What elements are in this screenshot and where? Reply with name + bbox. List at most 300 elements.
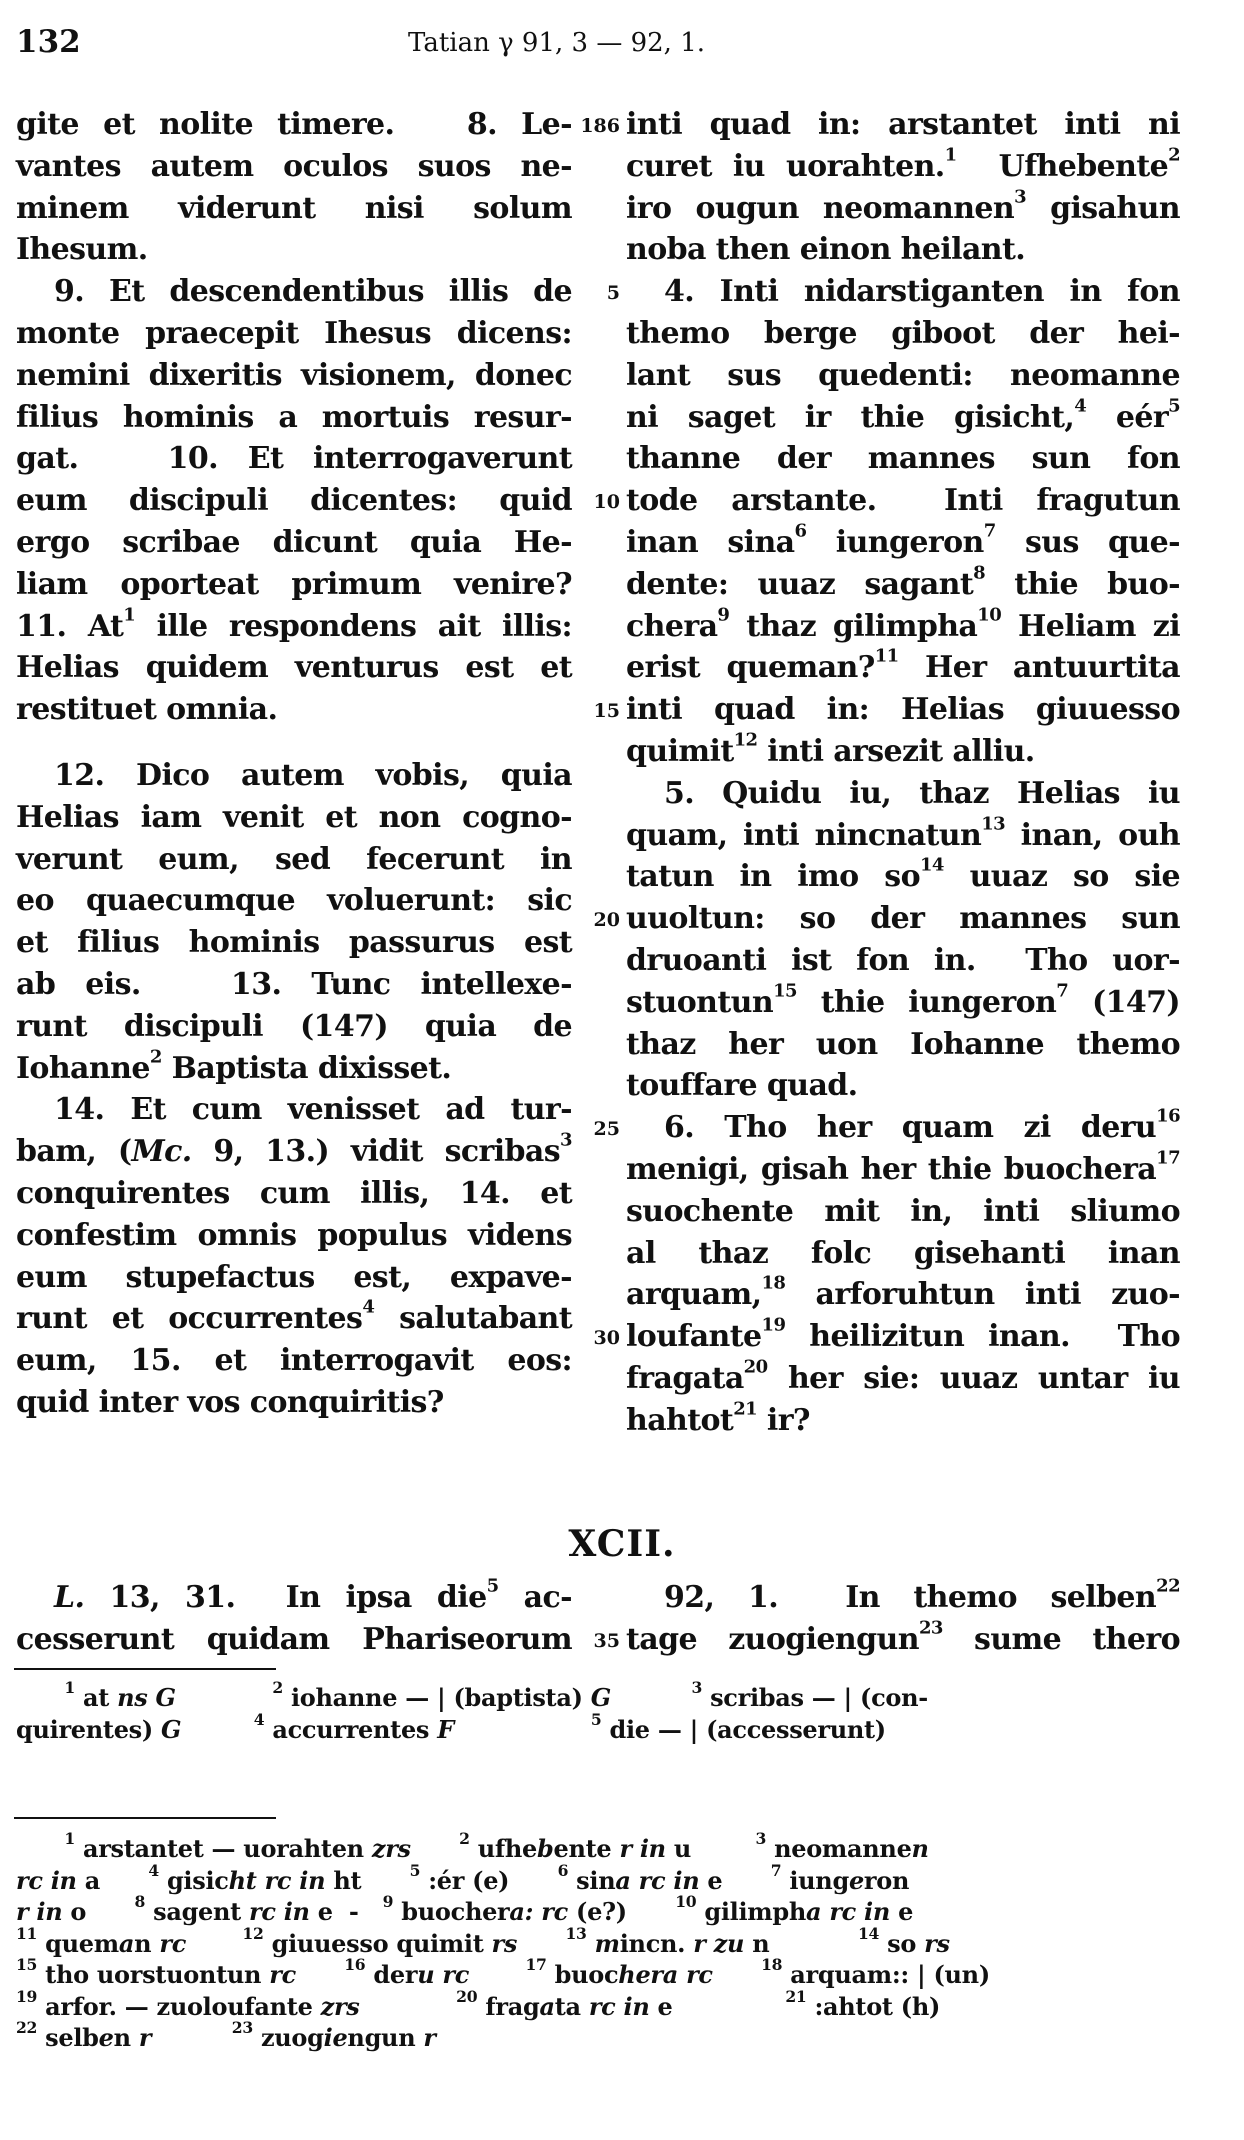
footnote-marker: 20 [743,1356,768,1378]
footnote-marker: 2 [459,1828,470,1848]
text-run: tho uorstuontun [37,1960,270,1989]
footnote-marker: 7 [1056,980,1069,1002]
italic-text: rs [491,1928,518,1958]
text-line [626,480,1180,522]
italic-text: a [118,1928,135,1958]
text-line [16,1954,1184,1991]
footnote-marker: 20 [456,1986,478,2006]
paragraph-gap [16,731,572,755]
text-line [626,1024,1180,1066]
text-run: ente [553,1834,620,1863]
text-run: gisic [158,1865,229,1895]
footnote-marker: 3 [691,1677,703,1697]
text-line [16,922,572,964]
footnote-marker: 17 [525,1954,547,1974]
text-run: ufhe [469,1834,538,1863]
text-line [626,1619,1180,1661]
text-run: filius hominis a mortuis resur- [16,399,572,435]
footnote-marker: 2 [272,1677,283,1697]
footnote-marker: 4 [253,1709,265,1729]
text-run: selb [37,2023,99,2052]
text-run [360,1992,457,2021]
text-run: themo berge giboot der hei- [626,315,1180,351]
footnote-marker: 15 [773,980,797,1002]
text-line [626,982,1180,1024]
italic-text: rc in [588,1991,650,2021]
text-line [626,1191,1180,1233]
text-run: lant sus quedenti: neomanne [626,357,1180,393]
text-run: e - [309,1897,383,1926]
text-line [16,1382,572,1424]
text-line [626,1107,1180,1149]
italic-text: zrs [320,1991,360,2021]
text-line [626,229,1180,271]
text-run: n [744,1928,858,1958]
text-run: curet iu uorahten. [626,148,945,184]
footnote-marker: 23 [231,2017,253,2037]
footnote-marker: 6 [794,520,807,542]
text-run: 92, 1. In themo selben [664,1580,1157,1615]
text-run: arforuhtun inti zuo- [785,1277,1180,1313]
text-line [626,522,1180,564]
footnote-marker: 10 [977,604,1002,626]
text-run: cesserunt quidam Phariseorum [16,1621,572,1657]
footnote-marker: 16 [344,1954,366,1974]
text-run: inti arsezit alliu. [757,733,1035,769]
text-run: iohanne — | (baptista) [282,1683,591,1712]
text-run: o [62,1897,135,1926]
text-line [626,355,1180,397]
text-run: stuontun [626,984,774,1020]
text-run: verunt eum, sed fecerunt in [16,841,572,877]
text-run: thanne der mannes sun fon [626,441,1180,477]
latin-text-column [16,104,572,1424]
italic-text: zrs [371,1834,411,1863]
text-run [411,1834,459,1863]
text-run: Helias quidem venturus est et [16,650,572,686]
text-run: al thaz folc gisehanti inan [626,1235,1180,1271]
text-run: tage zuogiengun [626,1621,919,1657]
text-line [626,104,1180,146]
text-line [626,1233,1180,1275]
footnote-marker: 1 [64,1677,75,1697]
text-run: gat. 10. Et interrogaverunt [16,441,572,477]
text-run: hahtot [626,1402,734,1438]
italic-text: F [437,1714,454,1744]
text-run: minem viderunt nisi solum [16,190,572,226]
text-run: dente: uuaz sagant [626,566,974,602]
text-run: inan sina [626,524,795,560]
footnote-marker: 5 [1168,395,1180,417]
text-line [16,1340,572,1382]
text-run [181,1715,254,1744]
text-line [626,271,1180,313]
text-run: 9, 13.) vidit scribas [191,1134,561,1170]
text-run: sagent [145,1897,250,1926]
text-run: e [699,1865,771,1895]
text-line [626,647,1180,689]
footnote-marker: 3 [755,1828,767,1848]
text-run: quirentes) [16,1714,161,1744]
text-run: sin [568,1865,616,1895]
text-run: tode arstante. Inti fragutun [626,483,1180,519]
text-run: thie iungeron [796,984,1057,1020]
text-run: sume thero [942,1621,1180,1657]
ohg-apparatus-footnotes [16,1828,1184,2054]
text-line [626,1577,1180,1619]
footnote-marker: 6 [557,1860,569,1880]
text-line [16,755,572,797]
text-run [296,1960,344,1989]
italic-text: ie [323,2023,348,2052]
text-line [626,815,1180,857]
text-run: der [365,1960,418,1989]
chapter-latin-text [16,1577,572,1661]
text-run: eo quaecumque voluerunt: sic [16,883,572,919]
text-run: her sie: uuaz untar iu [767,1360,1180,1396]
text-line [626,606,1180,648]
footnote-separator-rule [14,1817,276,1819]
text-run: fragata [626,1360,744,1396]
text-run: accurrentes [264,1714,438,1744]
text-run: eér [1086,399,1169,435]
italic-text: r in [619,1834,666,1863]
text-run: eum stupefactus est, expave- [16,1259,572,1295]
text-run: runt discipuli (147) quia de [16,1008,572,1044]
footnote-marker: 4 [1074,395,1087,417]
text-run: thie buo- [985,566,1180,602]
text-run: inti quad in: arstantet inti ni [626,107,1180,142]
text-run: Her antuurtita [898,650,1180,686]
text-run: neomanne [766,1834,912,1863]
text-run: ta [554,1991,589,2021]
text-line [16,1577,572,1619]
italic-text: n [911,1834,929,1863]
text-run: Baptista dixisset. [161,1050,452,1086]
text-run [611,1683,692,1712]
text-line [16,839,572,881]
text-run: nemini dixeritis visionem, donec [16,357,572,393]
footnote-marker: 1 [944,144,957,166]
italic-text: a rc in [615,1865,700,1895]
text-run: incn. [619,1928,694,1958]
text-run: arfor. — zuoloufante [37,1991,321,2021]
text-run: ron [863,1865,910,1895]
text-run: quem [37,1928,119,1958]
footnote-marker: 7 [770,1860,782,1880]
text-run: iungeron [806,524,984,560]
text-run: uuaz so sie [943,859,1180,895]
text-line [16,1986,1184,2023]
text-run: eum discipuli dicentes: quid [16,483,572,519]
text-run: vantes autem oculos suos ne- [16,148,572,184]
text-run: confestim omnis populus videns [16,1217,572,1253]
text-run: 11. At [16,608,124,644]
text-line [16,606,572,648]
footnote-marker: 14 [858,1923,880,1943]
text-line [626,1316,1180,1358]
text-run: (e?) [567,1897,676,1926]
italic-text: r [423,2023,436,2052]
text-line [16,1215,572,1257]
line-number: 20 [593,909,620,932]
text-run: u [665,1834,756,1863]
text-run: ergo scribae dicunt quia He- [16,524,572,560]
text-run: uuoltun: so der mannes sun [626,901,1180,937]
text-run: Ufhebente [956,148,1169,184]
text-run: 6. Tho her quam zi deru [664,1110,1157,1146]
text-run: giuuesso quimit [263,1928,492,1958]
footnote-marker: 5 [486,1575,499,1597]
text-run: quimit [626,733,734,769]
text-run: suochente mit in, inti sliumo [626,1193,1180,1229]
text-run: 4. Inti nidarstiganten in fon [664,274,1180,310]
text-run: touffare quad. [626,1068,858,1104]
text-line [16,1173,572,1215]
footnote-marker: 23 [918,1617,943,1639]
text-line [626,731,1180,773]
line-number: 15 [593,700,620,723]
text-run: druoanti ist fon in. Tho uor- [626,942,1180,978]
footnote-marker: 14 [920,855,944,877]
text-run: gilimph [696,1897,807,1926]
text-line [626,1400,1180,1442]
text-run: ni saget ir thie gisicht, [626,399,1075,435]
text-run [713,1960,761,1989]
text-line [626,773,1180,815]
text-line [626,940,1180,982]
text-line [16,1006,572,1048]
footnote-marker: 3 [560,1129,572,1151]
text-run [517,1929,565,1958]
italic-text: ns G [117,1683,176,1712]
italic-text: rc in [16,1865,77,1895]
text-run: ac- [498,1580,572,1615]
text-run [587,1929,595,1958]
italic-text: r in [16,1897,63,1926]
text-run: chera [626,608,718,644]
text-line [16,1619,572,1661]
italic-text: rc [541,1897,568,1926]
text-run: Heliam zi [1001,608,1180,644]
footnote-marker: 15 [16,1954,38,1974]
text-line [16,480,572,522]
latin-apparatus-footnotes [16,1677,1184,1745]
line-number: 35 [593,1629,620,1652]
text-run: 9. Et descendentibus illis de [54,274,572,310]
text-run: e [890,1897,914,1926]
text-line [16,146,572,188]
footnote-marker: 19 [761,1314,786,1336]
footnote-marker: 2 [149,1046,162,1068]
text-run: (147) [1068,984,1181,1020]
text-line [626,146,1180,188]
text-line [626,898,1180,940]
footnote-marker: 1 [64,1828,75,1848]
text-line [16,522,572,564]
footnote-marker: 21 [785,1986,807,2006]
text-run: gisahun [1026,190,1181,226]
footnote-marker: 5 [409,1860,421,1880]
footnote-marker: 13 [981,813,1006,835]
italic-text: rc in [249,1897,310,1926]
text-line [626,1149,1180,1191]
text-line [16,229,572,271]
text-line [16,1257,572,1299]
text-run: a [76,1865,149,1895]
text-line [626,564,1180,606]
italic-text: a: [509,1897,534,1926]
text-line [626,313,1180,355]
footnote-marker: 9 [717,604,730,626]
text-run: thaz gilimpha [729,608,978,644]
text-run: n [113,2023,139,2052]
text-line [626,438,1180,480]
text-run [151,2023,232,2052]
text-run: 5. Quidu iu, thaz Helias iu [664,775,1180,811]
footnote-marker: 22 [16,2017,38,2037]
text-line [16,689,572,731]
text-run [454,1715,591,1744]
text-line [16,1089,572,1131]
text-line [16,355,572,397]
chapter-ohg-text [626,1577,1180,1661]
footnote-marker: 12 [733,729,758,751]
text-line [16,271,572,313]
text-line [626,689,1180,731]
text-run: :ahtot (h) [806,1991,941,2021]
text-run: thaz her uon Iohanne themo [626,1026,1180,1062]
text-line [16,964,572,1006]
text-run [469,1960,525,1989]
text-line [16,438,572,480]
text-run: erist queman? [626,650,875,686]
italic-text: e [98,2023,114,2052]
footnote-marker: 17 [1156,1147,1180,1169]
text-run: ngun [347,2023,424,2052]
italic-text: e [848,1865,864,1895]
text-run [16,1834,64,1863]
text-run: ab eis. 13. Tunc intellexe- [16,966,572,1002]
footnote-marker: 18 [761,1273,786,1295]
text-line [626,1274,1180,1316]
text-run: conquirentes cum illis, 14. et [16,1175,572,1211]
footnote-marker: 1 [123,604,136,626]
text-run: Ihesum. [16,232,148,268]
footnote-marker: 3 [1014,186,1027,208]
text-line [626,1358,1180,1400]
footnote-marker: 16 [1156,1105,1180,1127]
footnote-marker: 5 [590,1709,602,1729]
text-run: 13, 31. In ipsa die [84,1580,487,1615]
text-run: gite et nolite timere. 8. Le- [16,107,572,142]
text-run: eum, 15. et interrogavit eos: [16,1343,572,1379]
text-line [16,397,572,439]
text-line [16,880,572,922]
footnote-marker: 11 [874,646,899,668]
text-line [16,797,572,839]
text-line [16,1828,1184,1865]
text-line [16,647,572,689]
text-run: zuog [252,2023,324,2052]
text-run: liam oporteat primum venire? [16,566,572,602]
text-run: quid inter vos conquiritis? [16,1384,444,1420]
footnote-separator-rule [14,1668,276,1670]
line-number: 25 [593,1118,620,1141]
text-run: iung [781,1865,849,1895]
text-run: ir? [757,1402,810,1438]
italic-text: rs [924,1928,950,1958]
text-run: 14. Et cum venisset ad tur- [54,1092,572,1128]
text-run: monte praecepit Ihesus dicens: [16,315,572,351]
text-run: n [134,1928,160,1958]
footnote-marker: 19 [16,1986,38,2006]
text-run: Iohanne [16,1050,150,1086]
text-run: so [879,1928,925,1958]
text-run: restituet omnia. [16,692,278,728]
italic-text: hera rc [618,1960,713,1989]
italic-text: m [594,1928,620,1958]
italic-text: b [537,1834,554,1863]
italic-text: a rc in [806,1897,891,1926]
running-title: Tatian γ 91, 3 — 92, 1. [408,28,706,58]
footnote-marker: 10 [675,1891,697,1911]
text-run: buocher [393,1897,510,1926]
italic-text: a [539,1991,555,2021]
line-number: 30 [593,1327,620,1350]
footnote-marker: 8 [973,562,986,584]
text-run: at [74,1683,118,1712]
text-run: et filius hominis passurus est [16,925,572,961]
text-run: quam, inti nincnatun [626,817,982,853]
footnote-marker: 7 [983,520,996,542]
text-run: :ér (e) [420,1865,558,1895]
text-run: loufante [626,1319,762,1355]
italic-text: rc [159,1928,187,1958]
text-line [16,104,572,146]
footnote-marker: 4 [362,1297,375,1319]
text-line [16,1298,572,1340]
text-line [16,313,572,355]
italic-text: G [161,1714,182,1744]
text-run: runt et occurrentes [16,1301,363,1337]
old-high-german-text-column [626,104,1180,1442]
footnote-marker: 22 [1156,1575,1180,1597]
italic-text: r zu [693,1928,745,1958]
text-line [16,1860,1184,1897]
text-line [626,856,1180,898]
text-run: sus que- [995,524,1180,560]
text-run: 12. Dico autem vobis, quia [54,757,572,793]
footnote-marker: 4 [148,1860,159,1880]
text-run: scribas — | (con- [702,1683,928,1712]
text-run: inan, ouh [1005,817,1180,853]
page-number: 132 [16,24,81,60]
text-run: ille respondens ait illis: [135,608,572,644]
text-run: inti quad in: Helias giuuesso [626,692,1180,728]
footnote-marker: 8 [134,1891,146,1911]
line-number: 10 [593,491,620,514]
text-line [626,1065,1180,1107]
text-run: salutabant [374,1301,573,1337]
text-line [626,188,1180,230]
text-run: bam, ( [16,1134,132,1170]
text-line [16,1131,572,1173]
text-run: frag [477,1991,540,2021]
footnote-marker: 2 [1168,144,1180,166]
text-run: e [649,1991,786,2021]
italic-text: r [138,2023,152,2052]
